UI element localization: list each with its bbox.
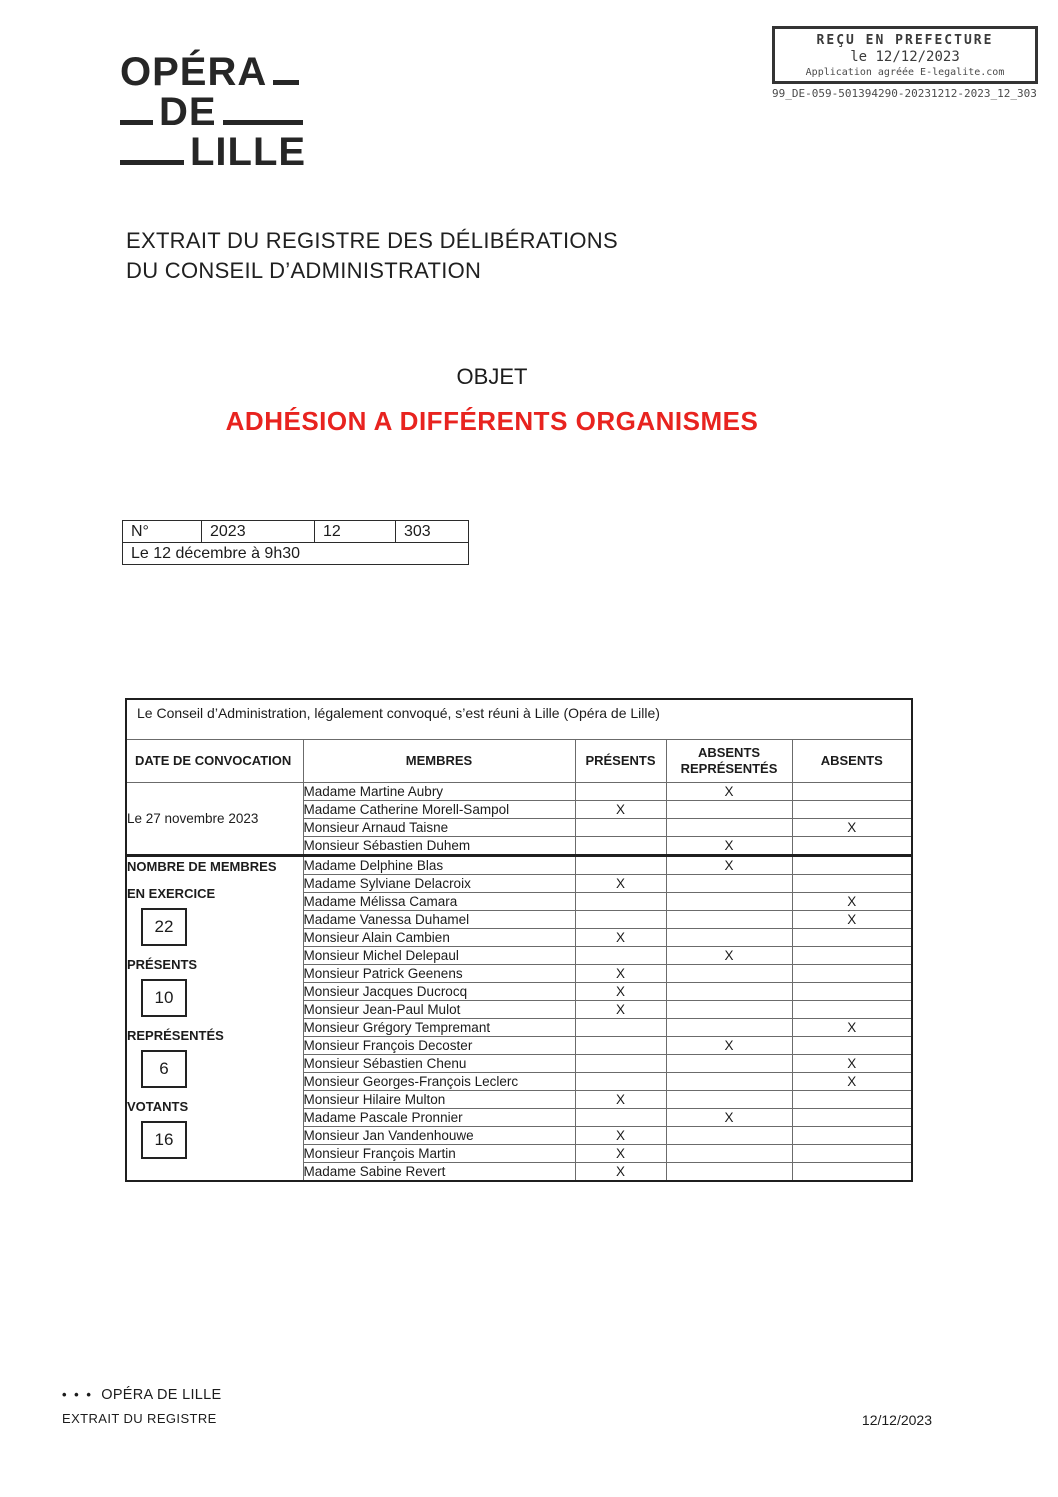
absents-representes-mark-cell [666,1001,792,1019]
logo-text-opera: OPÉRA [120,50,268,94]
heading-line-2: DU CONSEIL D’ADMINISTRATION [126,258,482,283]
presents-mark-cell [575,911,666,929]
absents-mark-cell [792,1127,912,1145]
absents-mark-cell [792,1001,912,1019]
absents-representes-mark-cell: X [666,837,792,856]
stamp-title: REÇU EN PREFECTURE [816,33,994,48]
stat-label: PRÉSENTS [127,957,198,972]
absents-representes-mark-cell [666,911,792,929]
reference-date-row [123,543,469,565]
absents-representes-mark-cell: X [666,947,792,965]
member-name-cell: Madame Sabine Revert [303,1163,575,1182]
absents-representes-mark-cell: X [666,1109,792,1127]
member-name-cell: Madame Sylviane Delacroix [303,875,575,893]
member-name-cell: Monsieur Georges-François Leclerc [303,1073,575,1091]
absents-representes-mark-cell [666,1019,792,1037]
absents-representes-mark-cell: X [666,856,792,875]
absents-representes-mark-cell [666,929,792,947]
logo-bar [223,120,303,125]
ref-month-cell: 12 [315,521,396,543]
presents-mark-cell: X [575,1127,666,1145]
document-heading [126,226,618,286]
absents-representes-mark-cell [666,1091,792,1109]
presents-mark-cell [575,1073,666,1091]
logo-text-de: DE [159,90,217,134]
absents-mark-cell [792,1145,912,1163]
absents-mark-cell [792,1037,912,1055]
footer-date: 12/12/2023 [861,1412,932,1428]
header-membres: MEMBRES [303,740,575,783]
presents-mark-cell [575,819,666,837]
member-name-cell: Monsieur Sébastien Duhem [303,837,575,856]
presents-mark-cell: X [575,1145,666,1163]
absents-representes-mark-cell [666,1145,792,1163]
convocation-date-cell: Le 27 novembre 2023 [126,783,303,856]
presents-mark-cell [575,1055,666,1073]
ref-label-cell: N° [123,521,202,543]
prefecture-stamp-box [772,26,1038,84]
reference-number-table [122,520,469,565]
footer-brand-line [62,1387,222,1403]
absents-mark-cell [792,947,912,965]
footer-dots: • • • [62,1387,93,1402]
heading-line-1: EXTRAIT DU REGISTRE DES DÉLIBÉRATIONS [126,228,618,253]
member-name-cell: Madame Catherine Morell-Sampol [303,801,575,819]
absents-mark-cell [792,783,912,801]
presents-mark-cell [575,856,666,875]
logo-bar [120,120,153,125]
absents-representes-mark-cell [666,965,792,983]
stat-value-box: 6 [141,1050,187,1088]
absents-mark-cell: X [792,1019,912,1037]
stat-label: EN EXERCICE [127,886,216,901]
presents-mark-cell [575,893,666,911]
member-name-cell: Monsieur Jan Vandenhouwe [303,1127,575,1145]
logo-row-2 [120,92,306,132]
stat-value-box: 22 [141,908,187,946]
absents-mark-cell [792,1163,912,1182]
ref-number-cell: 303 [396,521,469,543]
presents-mark-cell: X [575,929,666,947]
member-name-cell: Monsieur François Martin [303,1145,575,1163]
absents-representes-mark-cell [666,1127,792,1145]
member-name-cell: Madame Mélissa Camara [303,893,575,911]
council-caption-row [126,699,912,740]
header-presents: PRÉSENTS [575,740,666,783]
logo-text-lille: LILLE [190,130,307,174]
presents-mark-cell [575,1037,666,1055]
presents-mark-cell [575,837,666,856]
absents-representes-mark-cell [666,1055,792,1073]
presents-mark-cell: X [575,1001,666,1019]
absents-mark-cell: X [792,1055,912,1073]
logo-bar [273,80,299,85]
logo-row-3 [120,132,306,172]
member-name-cell: Monsieur Michel Delepaul [303,947,575,965]
logo-row-1 [120,52,306,92]
header-absents-representes: ABSENTS REPRÉSENTÉS [666,740,792,783]
members-count-title: NOMBRE DE MEMBRES [127,859,277,874]
stamp-application: Application agréée E-legalite.com [805,67,1005,78]
stamp-reference-code: 99_DE-059-501394290-20231212-2023_12_303 [772,87,1037,100]
member-name-cell: Monsieur Patrick Geenens [303,965,575,983]
absents-mark-cell [792,837,912,856]
member-name-cell: Madame Vanessa Duhamel [303,911,575,929]
member-name-cell: Monsieur François Decoster [303,1037,575,1055]
stat-label: VOTANTS [127,1099,189,1114]
absents-representes-mark-cell [666,819,792,837]
presents-mark-cell: X [575,875,666,893]
ref-date-cell: Le 12 décembre à 9h30 [123,543,469,565]
footer-document-type: EXTRAIT DU REGISTRE [62,1411,217,1426]
member-name-cell: Madame Delphine Blas [303,856,575,875]
absents-mark-cell: X [792,893,912,911]
absents-representes-mark-cell [666,875,792,893]
prefecture-stamp [772,26,1038,100]
absents-representes-mark-cell [666,893,792,911]
council-table [125,698,913,1182]
absents-representes-mark-cell [666,1073,792,1091]
stat-label: REPRÉSENTÉS [127,1028,224,1043]
presents-mark-cell [575,1019,666,1037]
absents-representes-mark-cell [666,801,792,819]
header-absents: ABSENTS [792,740,912,783]
member-name-cell: Monsieur Arnaud Taisne [303,819,575,837]
absents-representes-mark-cell [666,983,792,1001]
absents-mark-cell [792,801,912,819]
absents-representes-mark-cell: X [666,783,792,801]
member-name-cell: Monsieur Jacques Ducrocq [303,983,575,1001]
presents-mark-cell [575,947,666,965]
absents-mark-cell [792,929,912,947]
presents-mark-cell [575,783,666,801]
deliberation-title: ADHÉSION A DIFFÉRENTS ORGANISMES [225,406,759,436]
absents-mark-cell [792,1091,912,1109]
absents-mark-cell [792,875,912,893]
absents-mark-cell [792,965,912,983]
footer-brand: OPÉRA DE LILLE [101,1387,222,1403]
council-caption: Le Conseil d’Administration, légalement convoqué, s’est réuni à Lille (Opéra de Lille) [126,699,912,740]
member-name-cell: Monsieur Grégory Tempremant [303,1019,575,1037]
stat-value-box: 16 [141,1121,187,1159]
absents-mark-cell: X [792,911,912,929]
member-name-cell: Monsieur Hilaire Multon [303,1091,575,1109]
absents-mark-cell [792,983,912,1001]
opera-de-lille-logo [120,52,306,172]
footer [62,1387,222,1426]
member-name-cell: Monsieur Jean-Paul Mulot [303,1001,575,1019]
reference-row [123,521,469,543]
member-name-cell: Madame Martine Aubry [303,783,575,801]
presents-mark-cell: X [575,1163,666,1182]
logo-bar [120,160,184,165]
absents-mark-cell [792,1109,912,1127]
absents-representes-mark-cell [666,1163,792,1182]
absents-mark-cell: X [792,1073,912,1091]
object-label: OBJET [456,364,528,389]
members-count-panel [126,856,303,1182]
member-row [126,856,912,875]
absents-mark-cell: X [792,819,912,837]
presents-mark-cell: X [575,983,666,1001]
member-name-cell: Madame Pascale Pronnier [303,1109,575,1127]
presents-mark-cell: X [575,801,666,819]
presents-mark-cell [575,1109,666,1127]
council-header-row [126,740,912,783]
stat-value-box: 10 [141,979,187,1017]
presents-mark-cell: X [575,965,666,983]
header-date-convocation: DATE DE CONVOCATION [126,740,303,783]
member-name-cell: Monsieur Sébastien Chenu [303,1055,575,1073]
presents-mark-cell: X [575,1091,666,1109]
absents-representes-mark-cell: X [666,1037,792,1055]
member-name-cell: Monsieur Alain Cambien [303,929,575,947]
member-row [126,783,912,801]
ref-year-cell: 2023 [202,521,315,543]
absents-mark-cell [792,856,912,875]
stamp-date: le 12/12/2023 [850,49,960,65]
